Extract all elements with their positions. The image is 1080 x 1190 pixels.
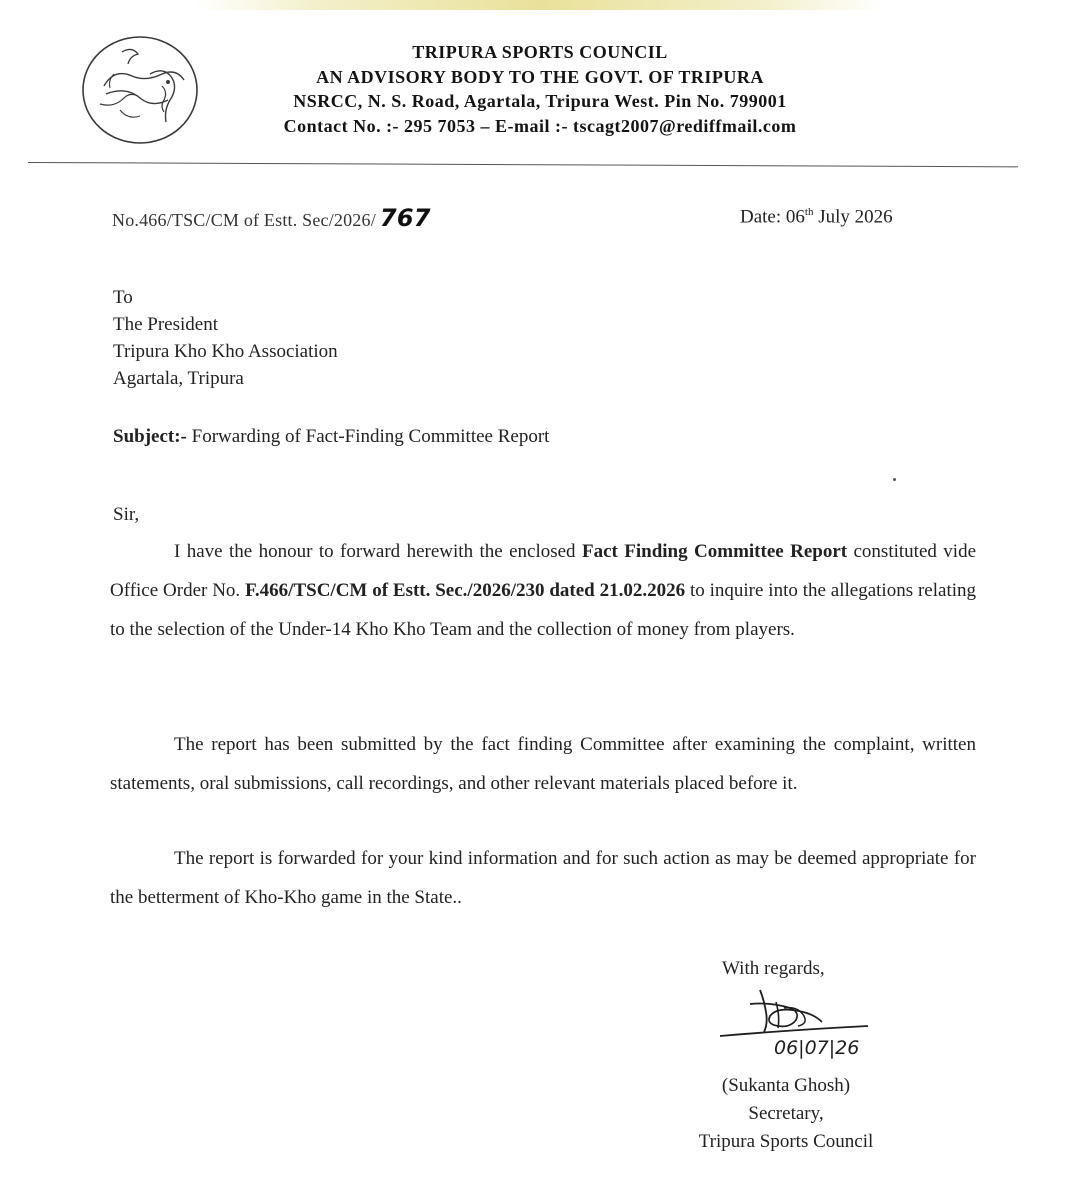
- p3-text: The report is forwarded for your kind information and for such action as may be deemed appropriate for the betterment of Kho-Kho game in the State..: [110, 848, 976, 908]
- addressee-line-3: Agartala, Tripura: [113, 368, 244, 389]
- reference-handwritten-number: 767: [379, 204, 431, 232]
- tripura-sports-council-seal-icon: [80, 34, 200, 146]
- org-name: TRIPURA SPORTS COUNCIL: [412, 42, 668, 62]
- salutation: Sir,: [113, 504, 140, 525]
- closing-regards: With regards,: [722, 958, 825, 979]
- date-superscript: th: [804, 206, 814, 218]
- top-paper-edge: [0, 0, 1080, 10]
- letterhead-divider: [28, 162, 1018, 167]
- date-label: Date: 06: [740, 206, 805, 228]
- body-paragraph-2: [110, 725, 976, 803]
- addressee-line-1: The President: [113, 314, 219, 335]
- subject-line: [113, 426, 549, 448]
- org-subtitle: AN ADVISORY BODY TO THE GOVT. OF TRIPURA: [316, 66, 764, 87]
- p1-text-c: to inquire into the allegations relating to the selection of the Under-14 Kho Kho Team and the collection of money from players.: [110, 580, 976, 640]
- org-address: NSRCC, N. S. Road, Agartala, Tripura West. Pin No. 799001: [293, 91, 787, 111]
- addressee-to: To: [113, 287, 133, 308]
- body-paragraph-1: [110, 532, 976, 649]
- p1-report-title: Fact Finding Committee Report: [581, 541, 848, 562]
- reference-number: [112, 204, 431, 232]
- addressee-line-2: Tripura Kho Kho Association: [113, 341, 338, 362]
- p2-text: The report has been submitted by the fact finding Committee after examining the complaint, written statements, oral submissions, call recordings, and other relevant materials placed before it.: [110, 734, 976, 794]
- signatory-name: (Sukanta Ghosh): [721, 1075, 851, 1096]
- p1-text-b: constituted vide Office Order No.: [110, 541, 976, 601]
- signatory-designation: Secretary,: [748, 1103, 824, 1124]
- letter-date: [740, 206, 893, 228]
- body-paragraph-3: [110, 839, 976, 917]
- signatory-block: [686, 1072, 886, 1156]
- p1-text-a: I have the honour to forward herewith the enclosed: [174, 541, 582, 562]
- subject-text: Forwarding of Fact-Finding Committee Report: [186, 426, 550, 447]
- signature-date: 06|07|26: [774, 1037, 860, 1059]
- subject-label: Subject:-: [113, 426, 187, 447]
- date-rest: July 2026: [813, 206, 893, 228]
- addressee-block: [113, 284, 338, 392]
- paper-speck: [893, 478, 896, 481]
- org-contact: Contact No. :- 295 7053 – E-mail :- tscagt2007@rediffmail.com: [283, 115, 797, 136]
- reference-prefix: No.466/TSC/CM of Estt. Sec/2026/: [112, 210, 376, 230]
- p1-office-order: F.466/TSC/CM of Estt. Sec./2026/230 dated 21.02.2026: [245, 580, 686, 601]
- letterhead: [240, 40, 840, 138]
- signatory-organization: Tripura Sports Council: [698, 1131, 874, 1152]
- handwritten-signature-icon: [716, 986, 876, 1060]
